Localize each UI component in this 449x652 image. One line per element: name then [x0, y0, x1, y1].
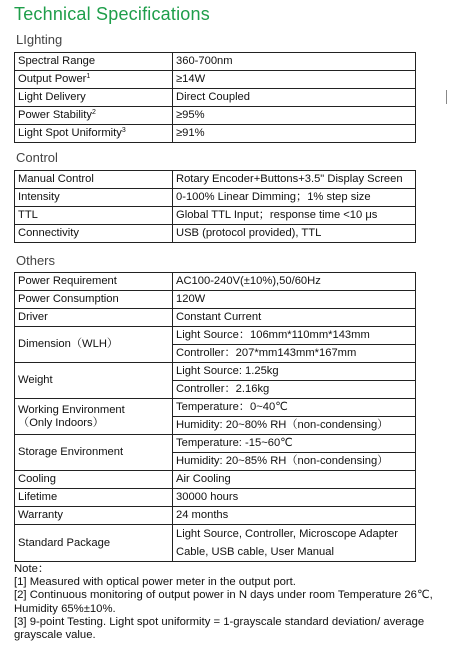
section-heading-others: Others [16, 253, 56, 268]
spec-key: Weight [15, 363, 173, 399]
spec-value: ≥95% [173, 107, 416, 125]
table-row [15, 525, 416, 562]
spec-value-line: Controller：2.16kg [173, 380, 415, 398]
spec-key: Cooling [15, 471, 173, 489]
table-row [15, 273, 416, 291]
table-row [15, 107, 416, 125]
spec-key-line: （Only Indoors） [18, 416, 104, 429]
spec-key: Output Power$^1$ [15, 71, 173, 89]
spec-key: TTL [15, 207, 173, 225]
spec-key-line: Working Environment [18, 403, 125, 416]
spec-value-line: Humidity: 20~85% RH（non-condensing） [173, 452, 415, 470]
table-row [15, 71, 416, 89]
spec-value: ≥91% [173, 125, 416, 143]
spec-value: 360-700nm [173, 53, 416, 71]
notes-block [14, 563, 446, 642]
table-row [15, 125, 416, 143]
table-row [15, 53, 416, 71]
spec-key: Warranty [15, 507, 173, 525]
spec-value: USB (protocol provided), TTL [173, 225, 416, 243]
notes-heading: Note： [14, 563, 50, 575]
footnote-ref: 1 [86, 73, 91, 80]
control-table [14, 170, 416, 243]
spec-value-line: Temperature：0~40℃ [176, 401, 288, 413]
spec-value-line: Humidity: 20~80% RH（non-condensing） [173, 416, 415, 434]
table-row [15, 507, 416, 525]
table-row [15, 363, 416, 399]
page-title: Technical Specifications [14, 4, 210, 24]
spec-value: AC100-240V(±10%),50/60Hz [173, 273, 416, 291]
spec-key: Power Requirement [15, 273, 173, 291]
scroll-indicator [446, 90, 447, 104]
spec-key: Light Delivery [15, 89, 173, 107]
spec-key [15, 399, 173, 435]
spec-key: Light Spot Uniformity$^3$ [15, 125, 173, 143]
spec-value: 0-100% Linear Dimming；1% step size [173, 189, 416, 207]
table-row [15, 207, 416, 225]
spec-key: Connectivity [15, 225, 173, 243]
spec-value-line: Temperature: -15~60℃ [176, 437, 293, 449]
spec-value: 30000 hours [173, 489, 416, 507]
table-row [15, 225, 416, 243]
spec-value-line: Light Source: 1.25kg [176, 365, 279, 377]
note-item: [3] 9-point Testing. Light spot uniformity = 1-grayscale standard deviation/ average grayscale value. [14, 615, 425, 642]
spec-key: Storage Environment [15, 435, 173, 471]
note-item: [2] Continuous monitoring of output power in N days under room Temperature 26℃, Humidity 65%±10%. [14, 589, 433, 615]
spec-value [173, 327, 416, 363]
spec-value-line: Light Source：106mm*110mm*143mm [176, 329, 370, 341]
spec-key: Standard Package [15, 525, 173, 562]
spec-value-line: Controller：207*mm143mm*167mm [173, 344, 415, 362]
spec-key: Dimension（WLH） [15, 327, 173, 363]
spec-value: 24 months [173, 507, 416, 525]
table-row [15, 471, 416, 489]
table-row [15, 171, 416, 189]
spec-value: ≥14W [173, 71, 416, 89]
spec-value [173, 399, 416, 435]
spec-key: Power Consumption [15, 291, 173, 309]
table-row [15, 489, 416, 507]
note-item: [1] Measured with optical power meter in the output port. [14, 576, 296, 589]
table-row [15, 89, 416, 107]
spec-value: Air Cooling [173, 471, 416, 489]
lighting-table [14, 52, 416, 143]
spec-key: Power Stability$^2$ [15, 107, 173, 125]
section-heading-control: Control [16, 150, 58, 165]
spec-value [173, 363, 416, 399]
spec-value-line: Light Source, Controller, Microscope Adapter [176, 528, 399, 540]
spec-value: 120W [173, 291, 416, 309]
spec-value: Rotary Encoder+Buttons+3.5" Display Screen [173, 171, 416, 189]
footnote-ref: 3 [121, 127, 126, 134]
others-table [14, 272, 416, 562]
spec-value: Constant Current [173, 309, 416, 327]
spec-key: Manual Control [15, 171, 173, 189]
spec-key: Intensity [15, 189, 173, 207]
spec-value [173, 525, 416, 562]
table-row [15, 291, 416, 309]
spec-value: Direct Coupled [173, 89, 416, 107]
spec-value: Global TTL Input；response time <10 μs [173, 207, 416, 225]
spec-value [173, 435, 416, 471]
table-row [15, 309, 416, 327]
table-row [15, 327, 416, 363]
footnote-ref: 2 [92, 109, 96, 116]
section-heading-lighting: LIghting [16, 32, 63, 47]
table-row [15, 399, 416, 435]
spec-key: Spectral Range [15, 53, 173, 71]
spec-key: Driver [15, 309, 173, 327]
table-row [15, 435, 416, 471]
spec-key: Lifetime [15, 489, 173, 507]
spec-value-line: Cable, USB cable, User Manual [176, 546, 334, 558]
table-row [15, 189, 416, 207]
